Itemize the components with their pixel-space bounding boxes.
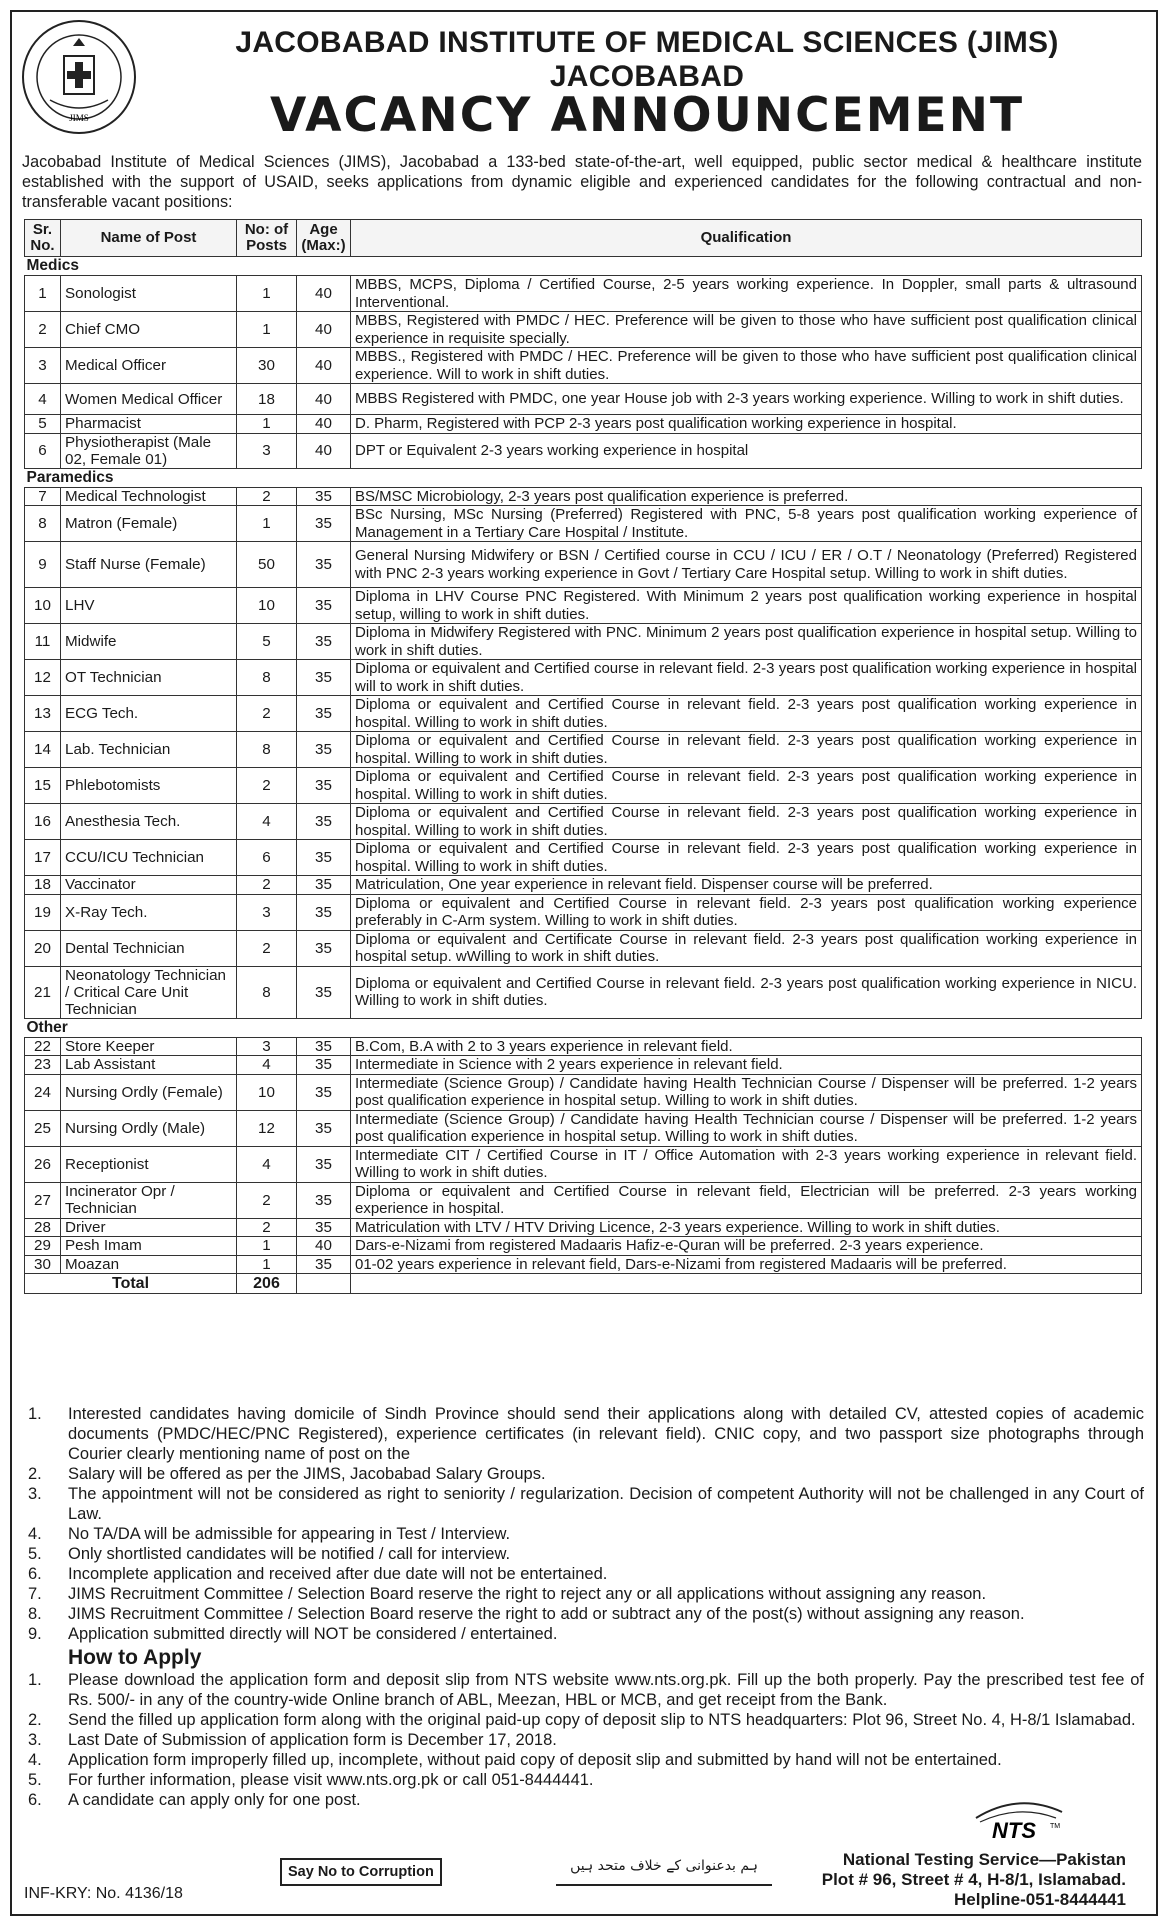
notes-section bbox=[24, 1404, 1144, 1810]
cell-posts: 5 bbox=[237, 624, 297, 660]
table-row bbox=[25, 433, 1142, 468]
table-row bbox=[25, 276, 1142, 312]
cell-sr: 1 bbox=[25, 276, 61, 312]
cell-qualification: B.Com, B.A with 2 to 3 years experience in relevant field. bbox=[351, 1037, 1142, 1056]
table-row bbox=[25, 966, 1142, 1018]
cell-qualification: Diploma or equivalent and Certified Course in relevant field. 2-3 years post qualification working experience in hospital. Willing to work in shift duties. bbox=[351, 804, 1142, 840]
cell-sr: 24 bbox=[25, 1074, 61, 1110]
table-row bbox=[25, 1255, 1142, 1274]
cell-age: 35 bbox=[297, 1037, 351, 1056]
cell-posts: 2 bbox=[237, 768, 297, 804]
cell-sr: 9 bbox=[25, 542, 61, 588]
cell-post-name: Lab. Technician bbox=[61, 732, 237, 768]
cell-post-name: Chief CMO bbox=[61, 312, 237, 348]
cell-sr: 13 bbox=[25, 696, 61, 732]
note-item-text: Application submitted directly will NOT be considered / entertained. bbox=[68, 1625, 558, 1643]
cell-posts: 1 bbox=[237, 506, 297, 542]
table-header-row bbox=[25, 220, 1142, 257]
cell-posts: 2 bbox=[237, 1182, 297, 1218]
cell-posts: 30 bbox=[237, 348, 297, 384]
note-item bbox=[24, 1584, 1144, 1604]
cell-qualification: BS/MSC Microbiology, 2-3 years post qualification experience is preferred. bbox=[351, 487, 1142, 506]
cell-qualification: MBBS, MCPS, Diploma / Certified Course, 2-5 years working experience. In Doppler, small parts & ultrasound Interventional. bbox=[351, 276, 1142, 312]
header-sr: Sr. No. bbox=[25, 220, 61, 257]
cell-age: 35 bbox=[297, 966, 351, 1018]
apply-item-text: A candidate can apply only for one post. bbox=[68, 1791, 361, 1809]
table-row bbox=[25, 876, 1142, 895]
cell-qualification: Matriculation, One year experience in relevant field. Dispenser course will be preferred. bbox=[351, 876, 1142, 895]
cell-qualification: Intermediate CIT / Certified Course in IT / Office Automation with 2-3 years working experience in relevant field. Willing to work in shift duties. bbox=[351, 1146, 1142, 1182]
cell-age: 35 bbox=[297, 1074, 351, 1110]
cell-qualification: DPT or Equivalent 2-3 years working experience in hospital bbox=[351, 433, 1142, 468]
table-row bbox=[25, 506, 1142, 542]
cell-sr: 25 bbox=[25, 1110, 61, 1146]
cell-posts: 50 bbox=[237, 542, 297, 588]
note-item-number: 4. bbox=[28, 1525, 42, 1543]
cell-qualification: Diploma or equivalent and Certified Course in relevant field, Electrician will be preferred. 2-3 years working experience in hospital. bbox=[351, 1182, 1142, 1218]
table-row bbox=[25, 384, 1142, 415]
cell-posts: 2 bbox=[237, 1218, 297, 1237]
header bbox=[20, 18, 1150, 143]
cell-post-name: Women Medical Officer bbox=[61, 384, 237, 415]
apply-item-number: 2. bbox=[28, 1711, 42, 1729]
cell-posts: 3 bbox=[237, 1037, 297, 1056]
cell-sr: 4 bbox=[25, 384, 61, 415]
cell-qualification: 01-02 years experience in relevant field, Dars-e-Nizami from registered Madaaris will be preferred. bbox=[351, 1255, 1142, 1274]
note-item-number: 6. bbox=[28, 1565, 42, 1583]
cell-age: 40 bbox=[297, 348, 351, 384]
cell-post-name: Staff Nurse (Female) bbox=[61, 542, 237, 588]
cell-age: 35 bbox=[297, 542, 351, 588]
apply-item-number: 4. bbox=[28, 1751, 42, 1769]
cell-post-name: Receptionist bbox=[61, 1146, 237, 1182]
cell-age: 35 bbox=[297, 1182, 351, 1218]
cell-post-name: Nursing Ordly (Female) bbox=[61, 1074, 237, 1110]
cell-qualification: Diploma in Midwifery Registered with PNC. Minimum 2 years post qualification experience in hospital setup. Willing to work in shift duties. bbox=[351, 624, 1142, 660]
cell-sr: 3 bbox=[25, 348, 61, 384]
table-row bbox=[25, 1110, 1142, 1146]
note-item bbox=[24, 1524, 1144, 1544]
cell-age: 35 bbox=[297, 894, 351, 930]
cell-sr: 16 bbox=[25, 804, 61, 840]
cell-age: 35 bbox=[297, 696, 351, 732]
cell-posts: 2 bbox=[237, 696, 297, 732]
urdu-slogan: ہم بدعنوانی کے خلاف متحد ہیں bbox=[556, 1858, 772, 1886]
cell-posts: 6 bbox=[237, 840, 297, 876]
total-empty-age bbox=[297, 1274, 351, 1294]
cell-qualification: Diploma or equivalent and Certified Course in relevant field. 2-3 years post qualification working experience in hospital. Willing to work in shift duties. bbox=[351, 840, 1142, 876]
cell-age: 40 bbox=[297, 415, 351, 434]
cell-post-name: Sonologist bbox=[61, 276, 237, 312]
cell-posts: 1 bbox=[237, 312, 297, 348]
cell-sr: 22 bbox=[25, 1037, 61, 1056]
cell-sr: 5 bbox=[25, 415, 61, 434]
total-label: Total bbox=[25, 1274, 237, 1294]
logo-bottom-text: JIMS bbox=[69, 113, 89, 123]
cell-posts: 3 bbox=[237, 894, 297, 930]
apply-item bbox=[24, 1730, 1144, 1750]
cell-sr: 17 bbox=[25, 840, 61, 876]
cell-post-name: Lab Assistant bbox=[61, 1056, 237, 1075]
cell-qualification: D. Pharm, Registered with PCP 2-3 years post qualification working experience in hospital. bbox=[351, 415, 1142, 434]
cell-posts: 2 bbox=[237, 930, 297, 966]
cell-posts: 8 bbox=[237, 732, 297, 768]
intro-paragraph: Jacobabad Institute of Medical Sciences (JIMS), Jacobabad a 133-bed state-of-the-art, well equipped, public sector medical & healthcare institute established with the support of USAID, seeks applications from dynamic eligible and experienced candidates for the following contractual and non-transferable vacant positions: bbox=[22, 153, 1142, 211]
section-heading: Other bbox=[25, 1018, 1142, 1037]
apply-item bbox=[24, 1670, 1144, 1710]
cell-qualification: Intermediate (Science Group) / Candidate having Health Technician course / Dispenser will be preferred. 1-2 years post qualification experience in hospital setup. Willing to work in shift duties. bbox=[351, 1110, 1142, 1146]
cell-post-name: Matron (Female) bbox=[61, 506, 237, 542]
cell-posts: 1 bbox=[237, 1255, 297, 1274]
cell-sr: 15 bbox=[25, 768, 61, 804]
cell-post-name: Incinerator Opr / Technician bbox=[61, 1182, 237, 1218]
cell-qualification: Intermediate (Science Group) / Candidate having Health Technician Course / Dispenser will be preferred. 1-2 years post qualification experience in hospital setup. Willing to work in shift duties. bbox=[351, 1074, 1142, 1110]
table-row bbox=[25, 542, 1142, 588]
cell-age: 35 bbox=[297, 1110, 351, 1146]
apply-item-text: For further information, please visit www.nts.org.pk or call 051-8444441. bbox=[68, 1771, 594, 1789]
apply-item bbox=[24, 1770, 1144, 1790]
cell-age: 40 bbox=[297, 433, 351, 468]
cell-posts: 10 bbox=[237, 588, 297, 624]
table-row bbox=[25, 487, 1142, 506]
cell-post-name: Pesh Imam bbox=[61, 1237, 237, 1256]
total-row bbox=[25, 1274, 1142, 1294]
table-row bbox=[25, 660, 1142, 696]
cell-qualification: MBBS, Registered with PMDC / HEC. Preference will be given to those who have sufficient post qualification clinical experience in requisite specially. bbox=[351, 312, 1142, 348]
cell-post-name: Physiotherapist (Male 02, Female 01) bbox=[61, 433, 237, 468]
apply-item-text: Please download the application form and deposit slip from NTS website www.nts.org.pk. Fill up the both properly. Pay the prescribed test fee of Rs. 500/- in any of the country-wide Online branch of ABL, Meezan, HBL or MCB, and get receipt from the Bank. bbox=[68, 1671, 1144, 1709]
cell-age: 35 bbox=[297, 660, 351, 696]
cell-qualification: MBBS., Registered with PMDC / HEC. Preference will be given to those who have sufficient post qualification clinical experience. Will to work in shift duties. bbox=[351, 348, 1142, 384]
cell-posts: 2 bbox=[237, 487, 297, 506]
cell-post-name: Nursing Ordly (Male) bbox=[61, 1110, 237, 1146]
cell-posts: 3 bbox=[237, 433, 297, 468]
cell-qualification: Diploma or equivalent and Certified course in relevant field. 2-3 years post qualification working experience in hospital will to work in shift duties. bbox=[351, 660, 1142, 696]
note-item bbox=[24, 1464, 1144, 1484]
how-to-apply-list bbox=[24, 1670, 1144, 1810]
cell-sr: 7 bbox=[25, 487, 61, 506]
cell-qualification: Matriculation with LTV / HTV Driving Licence, 2-3 years experience. Willing to work in shift duties. bbox=[351, 1218, 1142, 1237]
note-item-text: JIMS Recruitment Committee / Selection Board reserve the right to reject any or all applications without assigning any reason. bbox=[68, 1585, 987, 1603]
say-no-to-corruption-badge: Say No to Corruption bbox=[280, 1858, 442, 1886]
note-item-number: 7. bbox=[28, 1585, 42, 1603]
how-to-apply-heading: How to Apply bbox=[68, 1646, 202, 1669]
note-item bbox=[24, 1544, 1144, 1564]
total-empty-qual bbox=[351, 1274, 1142, 1294]
cell-sr: 12 bbox=[25, 660, 61, 696]
cell-qualification: Intermediate in Science with 2 years experience in relevant field. bbox=[351, 1056, 1142, 1075]
cell-post-name: OT Technician bbox=[61, 660, 237, 696]
cell-qualification: BSc Nursing, MSc Nursing (Preferred) Registered with PNC, 5-8 years post qualification working experience of Management in a Tertiary Care Hospital / Institute. bbox=[351, 506, 1142, 542]
cell-sr: 8 bbox=[25, 506, 61, 542]
table-row bbox=[25, 840, 1142, 876]
cell-sr: 10 bbox=[25, 588, 61, 624]
cell-sr: 14 bbox=[25, 732, 61, 768]
cell-sr: 28 bbox=[25, 1218, 61, 1237]
cell-posts: 8 bbox=[237, 966, 297, 1018]
cell-age: 35 bbox=[297, 930, 351, 966]
cell-age: 35 bbox=[297, 624, 351, 660]
cell-post-name: Medical Technologist bbox=[61, 487, 237, 506]
cell-age: 35 bbox=[297, 1056, 351, 1075]
note-item bbox=[24, 1564, 1144, 1584]
cell-age: 35 bbox=[297, 506, 351, 542]
cell-posts: 1 bbox=[237, 1237, 297, 1256]
cell-age: 40 bbox=[297, 276, 351, 312]
cell-post-name: Dental Technician bbox=[61, 930, 237, 966]
cell-posts: 1 bbox=[237, 276, 297, 312]
note-item-number: 2. bbox=[28, 1465, 42, 1483]
table-row bbox=[25, 415, 1142, 434]
table-row bbox=[25, 1237, 1142, 1256]
cell-post-name: CCU/ICU Technician bbox=[61, 840, 237, 876]
note-item bbox=[24, 1624, 1144, 1644]
apply-item-number: 5. bbox=[28, 1771, 42, 1789]
note-item-text: No TA/DA will be admissible for appearing in Test / Interview. bbox=[68, 1525, 511, 1543]
nts-address: Plot # 96, Street # 4, H-8/1, Islamabad. bbox=[821, 1870, 1126, 1889]
note-item-text: Salary will be offered as per the JIMS, Jacobabad Salary Groups. bbox=[68, 1465, 546, 1483]
cell-posts: 12 bbox=[237, 1110, 297, 1146]
note-item-text: Incomplete application and received after due date will not be entertained. bbox=[68, 1565, 608, 1583]
table-row bbox=[25, 588, 1142, 624]
section-heading-row bbox=[25, 468, 1142, 487]
cell-qualification: General Nursing Midwifery or BSN / Certified course in CCU / ICU / ER / O.T / Neonatology (Preferred) Registered with PNC 2-3 years working experience in Govt / Tertiary Care Hospital setup. Willing to work in shift duties. bbox=[351, 542, 1142, 588]
cell-posts: 4 bbox=[237, 1146, 297, 1182]
org-title: JACOBABAD INSTITUTE OF MEDICAL SCIENCES (JIMS) JACOBABAD bbox=[235, 26, 1059, 93]
table-row bbox=[25, 348, 1142, 384]
cell-sr: 23 bbox=[25, 1056, 61, 1075]
notes-list bbox=[24, 1404, 1144, 1644]
cell-posts: 18 bbox=[237, 384, 297, 415]
header-qualification: Qualification bbox=[351, 220, 1142, 257]
cell-posts: 10 bbox=[237, 1074, 297, 1110]
cell-sr: 2 bbox=[25, 312, 61, 348]
cell-post-name: Driver bbox=[61, 1218, 237, 1237]
cell-qualification: MBBS Registered with PMDC, one year House job with 2-3 years working experience. Willing to work in shift duties. bbox=[351, 384, 1142, 415]
cell-age: 35 bbox=[297, 840, 351, 876]
table-row bbox=[25, 1218, 1142, 1237]
cell-qualification: Diploma or equivalent and Certified Course in relevant field. 2-3 years post qualification working experience in hospital. Willing to work in shift duties. bbox=[351, 696, 1142, 732]
header-age: Age (Max:) bbox=[297, 220, 351, 257]
table-row bbox=[25, 1056, 1142, 1075]
cell-qualification: Diploma in LHV Course PNC Registered. With Minimum 2 years post qualification working experience in hospital setup, willing to work in shift duties. bbox=[351, 588, 1142, 624]
note-item bbox=[24, 1404, 1144, 1464]
cell-sr: 18 bbox=[25, 876, 61, 895]
section-heading: Paramedics bbox=[25, 468, 1142, 487]
cell-sr: 29 bbox=[25, 1237, 61, 1256]
apply-item-number: 1. bbox=[28, 1671, 42, 1689]
note-item-text: Interested candidates having domicile of Sindh Province should send their applications along with detailed CV, attested copies of academic documents (PMDC/HEC/PNC Registered), experience certificates (in relevant field). CNIC copy, and two passport size photographs through Courier clearly mentioning name of post on the bbox=[68, 1405, 1144, 1463]
cell-sr: 19 bbox=[25, 894, 61, 930]
note-item-number: 5. bbox=[28, 1545, 42, 1563]
cell-qualification: Diploma or equivalent and Certified Course in relevant field. 2-3 years post qualification working experience preferably in C-Arm system. Willing to work in shift duties. bbox=[351, 894, 1142, 930]
section-heading-row bbox=[25, 1018, 1142, 1037]
table-row bbox=[25, 894, 1142, 930]
cell-age: 35 bbox=[297, 1255, 351, 1274]
cell-posts: 1 bbox=[237, 415, 297, 434]
cell-sr: 20 bbox=[25, 930, 61, 966]
section-heading: Medics bbox=[25, 257, 1142, 276]
cell-sr: 21 bbox=[25, 966, 61, 1018]
page-title: VACANCY ANNOUNCEMENT bbox=[269, 88, 1025, 143]
cell-age: 40 bbox=[297, 1237, 351, 1256]
header-name: Name of Post bbox=[61, 220, 237, 257]
note-item-number: 9. bbox=[28, 1625, 42, 1643]
cell-age: 35 bbox=[297, 1218, 351, 1237]
table-row bbox=[25, 624, 1142, 660]
cell-age: 35 bbox=[297, 768, 351, 804]
cell-post-name: X-Ray Tech. bbox=[61, 894, 237, 930]
cell-qualification: Diploma or equivalent and Certified Course in relevant field. 2-3 years post qualification working experience in hospital. Willing to work in shift duties. bbox=[351, 732, 1142, 768]
nts-logo bbox=[970, 1800, 1066, 1842]
table-row bbox=[25, 1074, 1142, 1110]
cell-posts: 8 bbox=[237, 660, 297, 696]
nts-helpline: Helpline-051-8444441 bbox=[954, 1890, 1126, 1909]
reference-number: INF-KRY: No. 4136/18 bbox=[24, 1885, 183, 1902]
nts-contact-block bbox=[780, 1800, 1150, 1912]
nts-name: National Testing Service—Pakistan bbox=[842, 1850, 1126, 1869]
cell-qualification: Diploma or equivalent and Certified Course in relevant field. 2-3 years post qualification working experience in hospital. Willing to work in shift duties. bbox=[351, 768, 1142, 804]
cell-posts: 4 bbox=[237, 804, 297, 840]
table-row bbox=[25, 804, 1142, 840]
cell-post-name: Neonatology Technician / Critical Care Unit Technician bbox=[61, 966, 237, 1018]
vacancy-table-body bbox=[25, 257, 1142, 1274]
note-item-number: 8. bbox=[28, 1605, 42, 1623]
cell-post-name: ECG Tech. bbox=[61, 696, 237, 732]
cell-age: 35 bbox=[297, 732, 351, 768]
cell-post-name: Store Keeper bbox=[61, 1037, 237, 1056]
header-posts: No: of Posts bbox=[237, 220, 297, 257]
cell-age: 35 bbox=[297, 487, 351, 506]
section-heading-row bbox=[25, 257, 1142, 276]
cell-age: 35 bbox=[297, 804, 351, 840]
cell-qualification: Diploma or equivalent and Certified Course in relevant field. 2-3 years post qualification working experience in NICU. Willing to work in shift duties. bbox=[351, 966, 1142, 1018]
apply-item-text: Application form improperly filled up, incomplete, without paid copy of deposit slip and submitted by hand will not be entertained. bbox=[68, 1751, 1002, 1769]
apply-item bbox=[24, 1710, 1144, 1730]
cell-post-name: Vaccinator bbox=[61, 876, 237, 895]
cell-posts: 4 bbox=[237, 1056, 297, 1075]
cell-age: 35 bbox=[297, 588, 351, 624]
apply-item-number: 6. bbox=[28, 1791, 42, 1809]
nts-logo-text: NTS bbox=[992, 1818, 1036, 1842]
table-row bbox=[25, 1146, 1142, 1182]
note-item bbox=[24, 1604, 1144, 1624]
cell-age: 35 bbox=[297, 1146, 351, 1182]
table-row bbox=[25, 312, 1142, 348]
cell-age: 40 bbox=[297, 384, 351, 415]
cell-post-name: LHV bbox=[61, 588, 237, 624]
cell-age: 35 bbox=[297, 876, 351, 895]
cell-sr: 30 bbox=[25, 1255, 61, 1274]
note-item bbox=[24, 1484, 1144, 1524]
table-row bbox=[25, 930, 1142, 966]
cell-qualification: Dars-e-Nizami from registered Madaaris Hafiz-e-Quran will be preferred. 2-3 years experience. bbox=[351, 1237, 1142, 1256]
note-item-text: Only shortlisted candidates will be notified / call for interview. bbox=[68, 1545, 511, 1563]
apply-item-text: Send the filled up application form along with the original paid-up copy of deposit slip to NTS headquarters: Plot 96, Street No. 4, H-8/1 Islamabad. bbox=[68, 1711, 1136, 1729]
cell-sr: 11 bbox=[25, 624, 61, 660]
cell-post-name: Phlebotomists bbox=[61, 768, 237, 804]
jims-logo bbox=[20, 18, 138, 136]
apply-item-number: 3. bbox=[28, 1731, 42, 1749]
apply-item bbox=[24, 1750, 1144, 1770]
cell-qualification: Diploma or equivalent and Certificate Course in relevant field. 2-3 years post qualification working experience in hospital setup. wWilling to work in shift duties. bbox=[351, 930, 1142, 966]
cell-sr: 27 bbox=[25, 1182, 61, 1218]
cell-age: 40 bbox=[297, 312, 351, 348]
nts-logo-tm: TM bbox=[1050, 1823, 1061, 1830]
note-item-text: JIMS Recruitment Committee / Selection Board reserve the right to add or subtract any of the post(s) without assigning any reason. bbox=[68, 1605, 1025, 1623]
cell-post-name: Anesthesia Tech. bbox=[61, 804, 237, 840]
apply-item-text: Last Date of Submission of application form is December 17, 2018. bbox=[68, 1731, 557, 1749]
cell-post-name: Medical Officer bbox=[61, 348, 237, 384]
table-row bbox=[25, 732, 1142, 768]
cell-sr: 26 bbox=[25, 1146, 61, 1182]
total-value: 206 bbox=[237, 1274, 297, 1294]
note-item-text: The appointment will not be considered as right to seniority / regularization. Decision of competent Authority will not be challenged in any Court of Law. bbox=[68, 1485, 1144, 1523]
cell-post-name: Moazan bbox=[61, 1255, 237, 1274]
table-row bbox=[25, 1037, 1142, 1056]
table-row bbox=[25, 1182, 1142, 1218]
note-item-number: 3. bbox=[28, 1485, 42, 1503]
vacancy-table bbox=[24, 219, 1142, 1294]
cell-sr: 6 bbox=[25, 433, 61, 468]
cell-post-name: Pharmacist bbox=[61, 415, 237, 434]
table-row bbox=[25, 696, 1142, 732]
note-item-number: 1. bbox=[28, 1405, 42, 1423]
cell-post-name: Midwife bbox=[61, 624, 237, 660]
cell-posts: 2 bbox=[237, 876, 297, 895]
table-row bbox=[25, 768, 1142, 804]
